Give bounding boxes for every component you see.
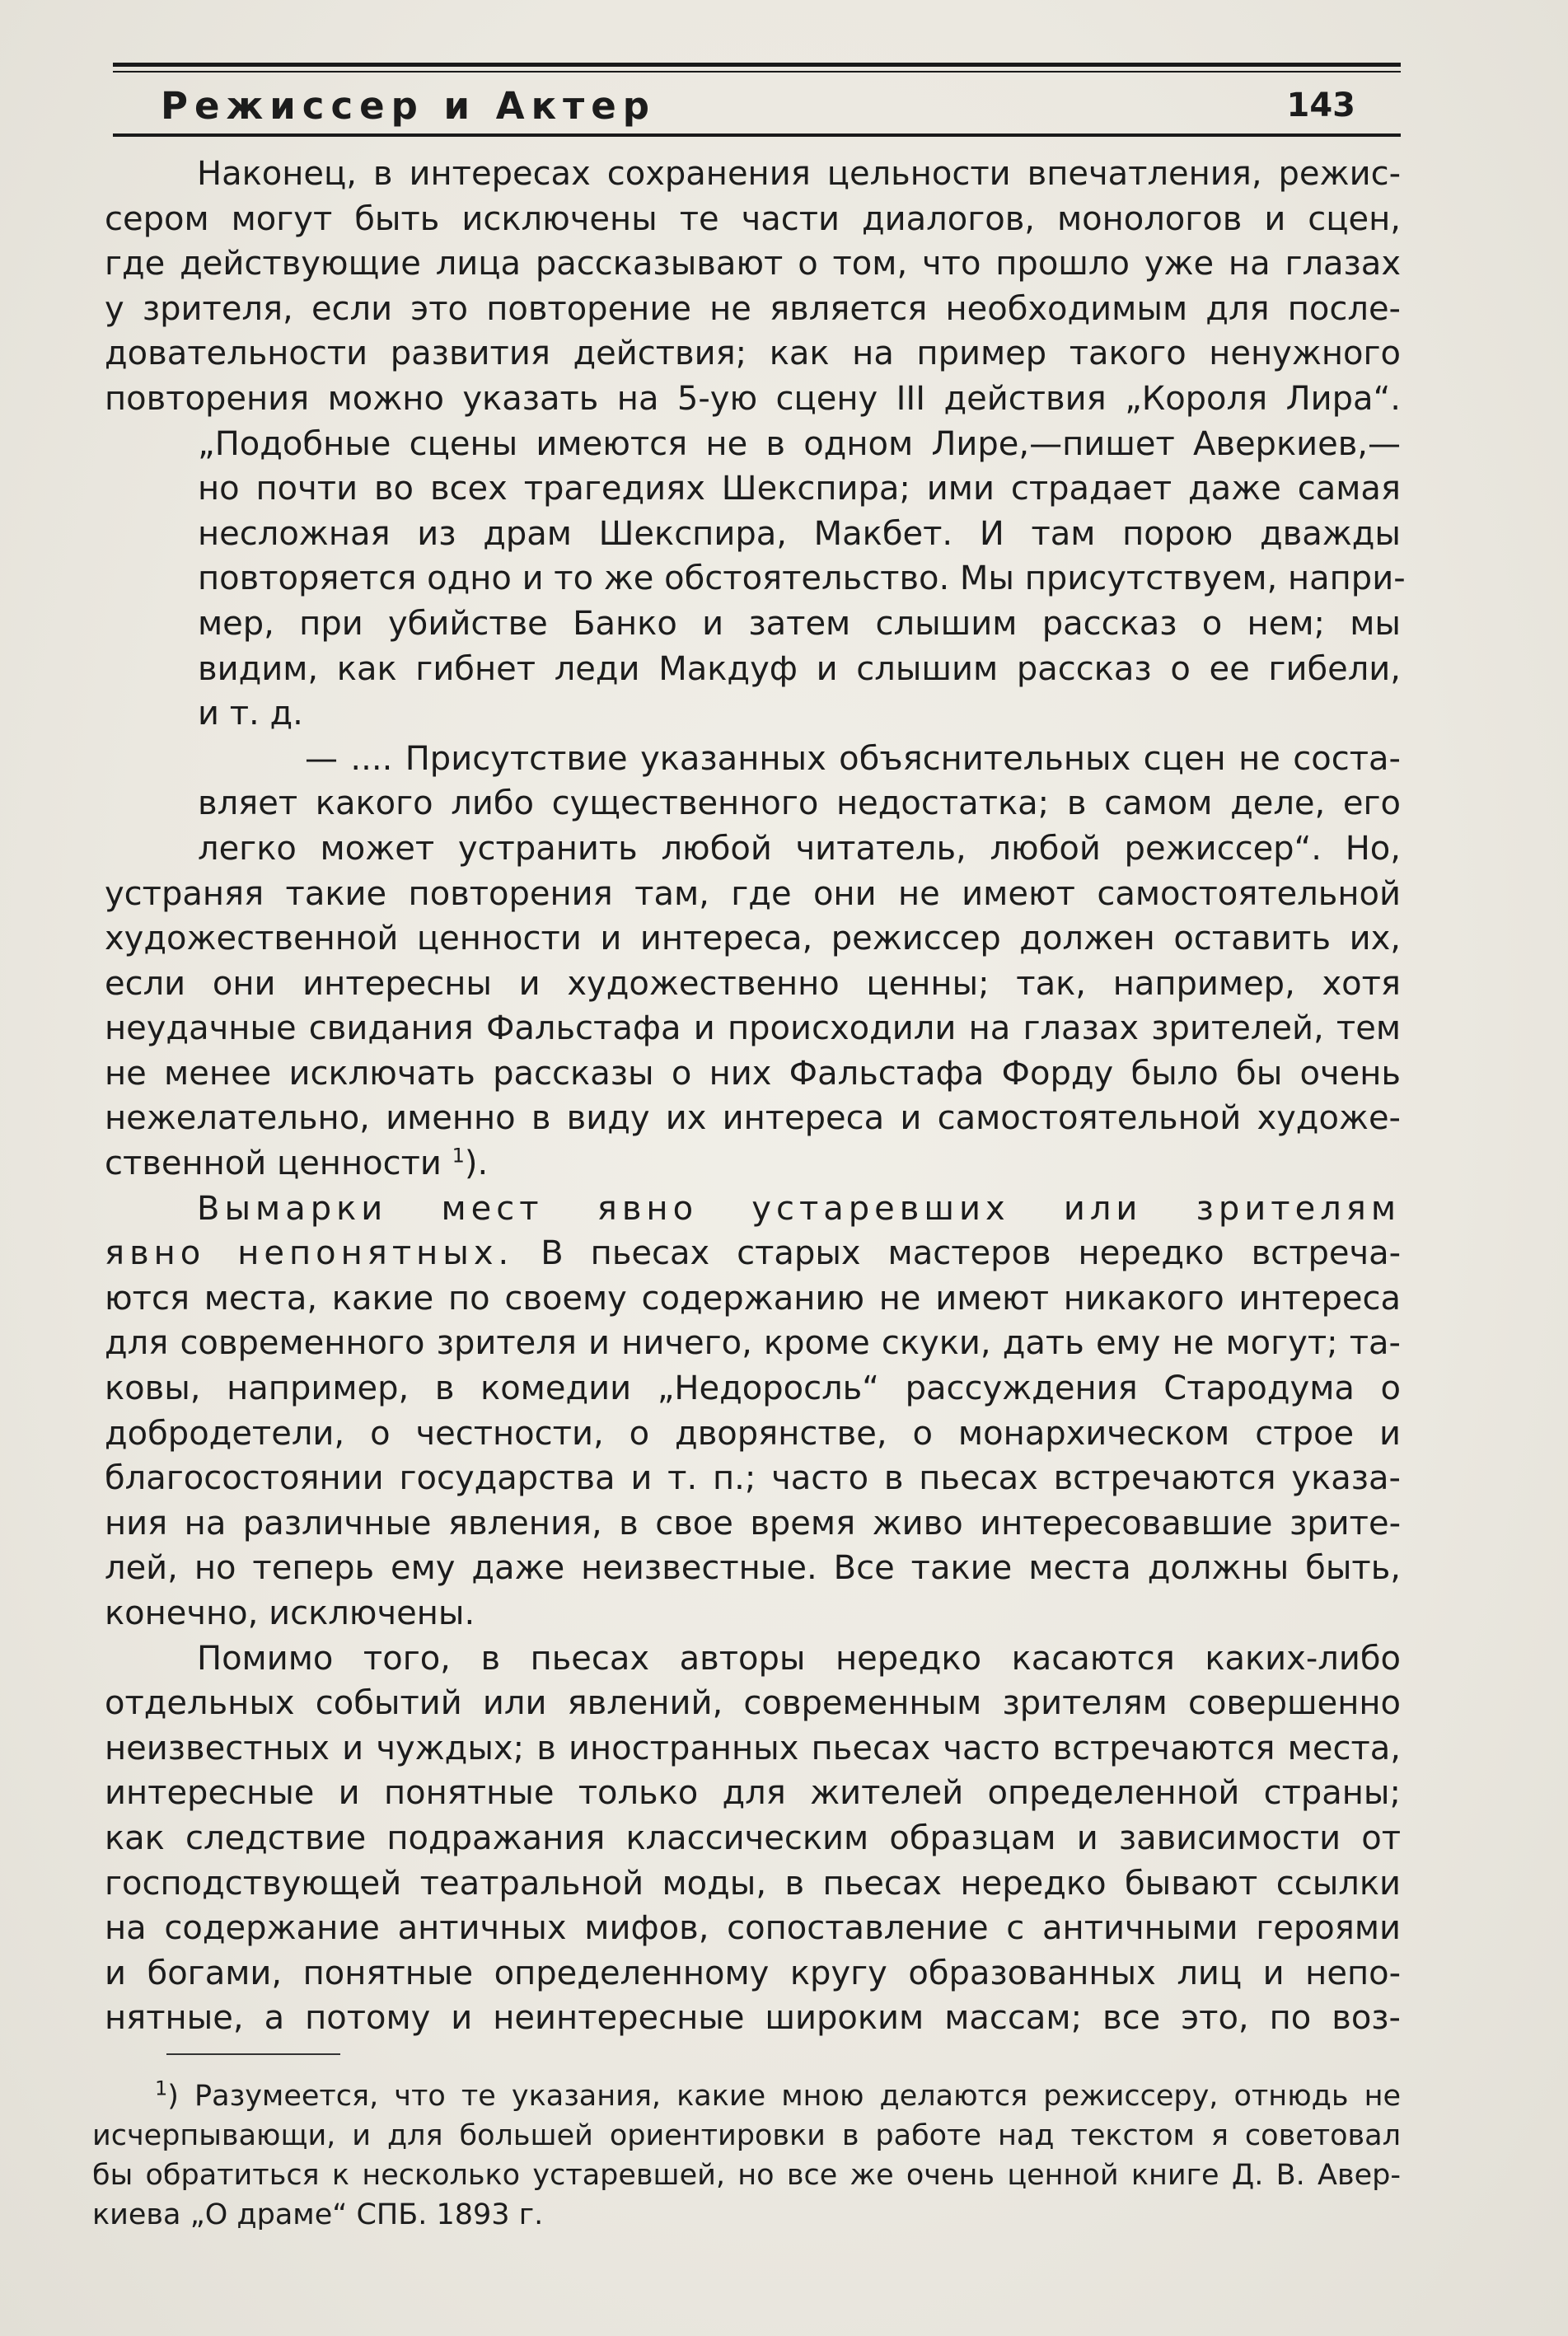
quote-line: мер, при убийстве Банко и затем слышим рассказ о нем; мы	[198, 604, 1401, 643]
spaced-emphasis: явно непонятных.	[105, 1234, 514, 1273]
text-line: отдельных событий или явлений, современным зрителям совершенно	[105, 1684, 1401, 1723]
quote-line: но почти во всех трагедиях Шекспира; ими страдает даже самая	[198, 470, 1401, 508]
text-line: если они интересны и художественно ценны; так, например, хотя	[105, 964, 1401, 1003]
quote-line: легко может устранить любой читатель, любой режиссер“. Но,	[198, 829, 1401, 868]
text-line: у зрителя, если это повторение не является необходимым для после-	[105, 289, 1401, 328]
text-line: устраняя такие повторения там, где они не имеют самостоятельной	[105, 874, 1401, 913]
body-text	[105, 152, 1406, 2041]
running-title: Режиссер и Актер	[161, 83, 656, 128]
text-line: Наконец, в интересах сохранения цельности впечатления, режис-	[197, 155, 1401, 193]
header-rule-top-thin	[113, 71, 1401, 73]
footnote-marker: 1	[155, 2076, 168, 2100]
quote-line: — .... Присутствие указанных объяснительных сцен не соста-	[305, 739, 1401, 778]
header-rule-bottom	[113, 133, 1401, 137]
paragraph	[105, 152, 1401, 422]
text-line: благосостоянии государства и т. п.; часто в пьесах встречаются указа-	[105, 1459, 1401, 1498]
quote-line: „Подобные сцены имеются не в одном Лире,—пишет Аверкиев,—	[198, 424, 1401, 463]
quote-line: видим, как гибнет леди Макдуф и слышим рассказ о ее гибели,	[198, 649, 1401, 688]
quote-line: несложная из драм Шекспира, Макбет. И там порою дважды	[198, 514, 1401, 553]
text-line	[105, 1231, 1401, 1276]
text-line-segment: ).	[464, 1145, 489, 1183]
text-line: не менее исключать рассказы о них Фальстафа Форду было бы очень	[105, 1054, 1401, 1093]
quote-line: повторяется одно и то же обстоятельство. Мы присутствуем, напри-	[198, 559, 1406, 598]
text-line: довательности развития действия; как на пример такого ненужного	[105, 335, 1401, 373]
text-line-segment: В пьесах старых мастеров нередко встреча-	[541, 1234, 1402, 1273]
footnote-line: бы обратиться к несколько устаревшей, но все же очень ценной книге Д. В. Авер-	[92, 2159, 1401, 2192]
paragraph	[105, 872, 1401, 1187]
text-line: где действующие лица рассказывают о том, что прошло уже на глазах	[105, 245, 1401, 283]
footnote	[92, 2076, 1401, 2235]
text-line: добродетели, о честности, о дворянстве, о монархическом строе и	[105, 1414, 1401, 1453]
quotation	[105, 422, 1406, 872]
header-rule-top	[113, 63, 1401, 67]
footnote-marker-close: )	[167, 2080, 179, 2113]
footnote-line: киева „О драме“ СПБ. 1893 г.	[92, 2198, 544, 2231]
quote-line: вляет какого либо существенного недостатка; в самом деле, его	[198, 784, 1401, 823]
text-line: ются места, какие по своему содержанию не имеют никакого интереса	[105, 1279, 1401, 1318]
text-line: Помимо того, в пьесах авторы нередко касаются каких-либо	[197, 1639, 1401, 1678]
text-line-segment: ственной ценности	[105, 1145, 442, 1183]
footnote-line: исчерпывающи, и для большей ориентировки в работе над текстом я советовал	[92, 2119, 1401, 2152]
paragraph	[105, 1187, 1401, 1636]
quote-line: и т. д.	[198, 695, 303, 733]
page-number: 143	[1286, 87, 1355, 124]
footnote-separator	[166, 2053, 340, 2055]
footnote-line	[92, 2076, 1401, 2116]
text-line: лей, но теперь ему даже неизвестные. Все такие места должны быть,	[105, 1549, 1401, 1588]
text-line: как следствие подражания классическим образцам и зависимости от	[105, 1819, 1401, 1857]
text-line: конечно, исключены.	[105, 1594, 475, 1632]
paragraph	[105, 1636, 1401, 2041]
footnote-marker: 1	[452, 1144, 465, 1168]
footnote-text: Разумеется, что те указания, какие мною делаются режиссеру, отнюдь не	[194, 2080, 1401, 2113]
text-line: неудачные свидания Фальстафа и происходили на глазах зрителей, тем	[105, 1009, 1401, 1048]
text-line: нятные, а потому и неинтересные широким массам; все это, по воз-	[105, 1999, 1401, 2038]
text-line: господствующей театральной моды, в пьесах нередко бывают ссылки	[105, 1864, 1401, 1903]
text-line: ния на различные явления, в свое время живо интересовавшие зрите-	[105, 1504, 1401, 1543]
text-line	[105, 1141, 1401, 1187]
running-header	[113, 76, 1401, 135]
text-line: сером могут быть исключены те части диалогов, монологов и сцен,	[105, 199, 1401, 238]
text-line: повторения можно указать на 5-ую сцену III действия „Короля Лира“.	[105, 379, 1401, 418]
text-line: на содержание античных мифов, сопоставление с античными героями	[105, 1909, 1401, 1948]
text-line: для современного зрителя и ничего, кроме скуки, дать ему не могут; та-	[105, 1324, 1401, 1363]
spaced-emphasis-line: Вымарки мест явно устаревших или зрителям	[197, 1189, 1401, 1228]
text-line: нежелательно, именно в виду их интереса и самостоятельной художе-	[105, 1099, 1401, 1138]
text-line: и богами, понятные определенному кругу образованных лиц и непо-	[105, 1954, 1401, 1992]
text-line: художественной ценности и интереса, режиссер должен оставить их,	[105, 920, 1401, 958]
text-line: ковы, например, в комедии „Недоросль“ рассуждения Стародума о	[105, 1369, 1401, 1408]
text-line: интересные и понятные только для жителей определенной страны;	[105, 1774, 1401, 1813]
text-line: неизвестных и чуждых; в иностранных пьесах часто встречаются места,	[105, 1729, 1401, 1767]
